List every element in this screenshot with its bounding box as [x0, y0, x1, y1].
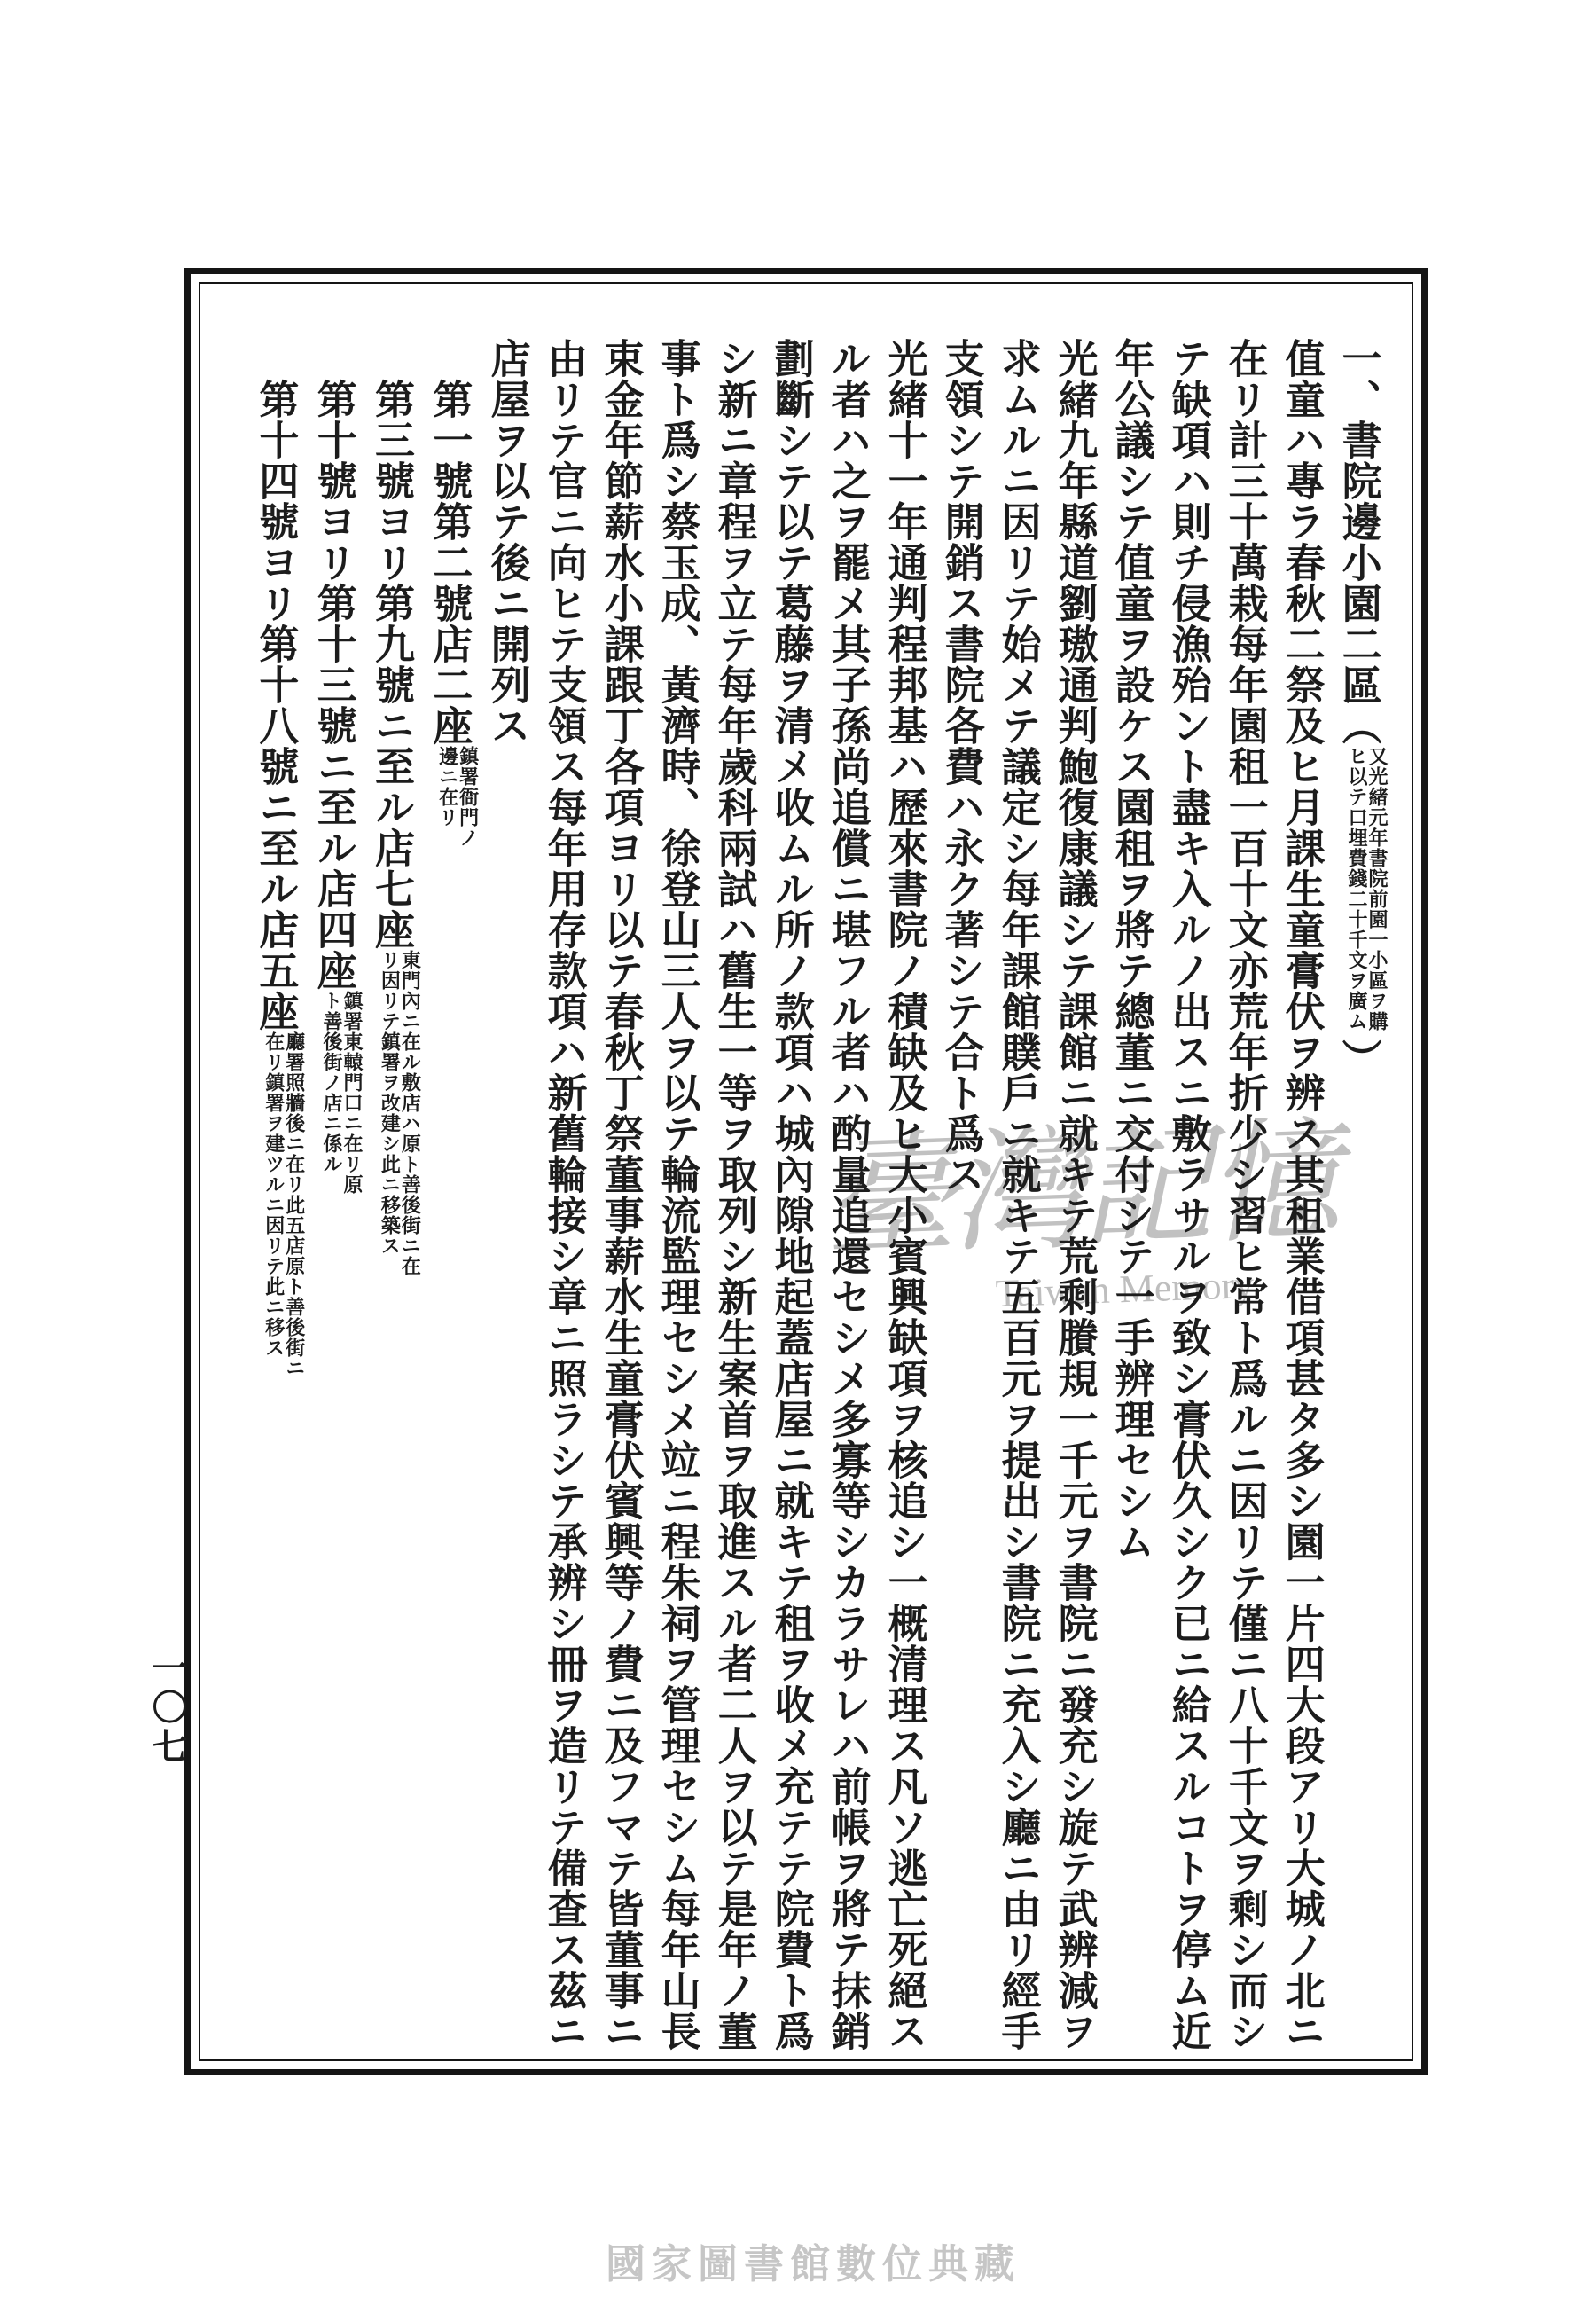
page-frame: [184, 268, 1428, 2075]
section-title-text: 一、書院邊小園二區: [1335, 338, 1381, 705]
shop-list-item-note: 東門內ニ在ル敷店ハ原ト善後街ニ在リ因リテ鎮署ヲ改建シ此ニ移築ス: [379, 950, 422, 1276]
shop-list-item-label: 第十號ヨリ第十三號ニ至ル店四座: [310, 379, 356, 991]
watermark-cjk-text: 臺灣記憶: [821, 1108, 1337, 1274]
shop-list-item: [420, 338, 478, 2053]
title-note-close-paren: ）: [1335, 1039, 1381, 1079]
shop-list-item: [363, 338, 420, 2053]
page-number: 一〇七: [147, 1650, 187, 1767]
paragraph-2: 光緒九年縣道劉璈通判鮑復康議シテ課館ニ就キテ荒剩賸規一千元ヲ書院ニ發充シ旋テ武辨減ヲ求ムルニ因リテ始メテ議定シ每年課館贌戶ニ就キテ五百元ヲ提出シ書院ニ充入シ廳ニ由リ經手支領シテ開銷ス書院各費ハ永ク著シテ合ト爲ス: [938, 338, 1097, 2051]
shop-list-item-note: 廳署照牆後ニ在リ此五店原ト善後街ニ在リ鎮署ヲ建ツルニ因リテ此ニ移ス: [262, 1031, 306, 1378]
paragraph-1: 值童ハ專ラ春秋二祭及ヒ月課生童膏伏ヲ辨ス其租業借項甚タ多シ園一片四大段アリ大城ノ北ニ在リ計三十萬栽每年園租一百十文亦荒年折少シ習ヒ常ト爲ルニ因リテ僅ニ八十千文ヲ剩シ而シテ缺項ハ則チ侵漁殆ント盡キ入ルノ出スニ敷ラサルヲ致シ膏伏久シク已ニ給スルコトヲ停ム近年公議シテ值童ヲ設ケス園租ヲ將テ總董ニ交付シテ一手辨理セシム: [1108, 338, 1324, 2051]
shop-list-item: [305, 338, 363, 2053]
shop-list-item-label: 第一號第二號店二座: [426, 379, 472, 746]
shop-list-item-note: 鎮署衙門ノ邊ニ在リ: [436, 746, 480, 848]
title-inline-note: 又光緒元年書院前園一小區ヲ購ヒ以テ口埋費錢二十千文ヲ廣ム: [1346, 746, 1389, 1031]
shop-list-item-label: 第三號ヨリ第九號ニ至ル店七座: [369, 379, 414, 950]
text-block: [246, 338, 1388, 2053]
shop-list-item-note: 鎮署東轅門口ニ在リ原ト善後街ノ店ニ係ル: [321, 991, 364, 1195]
title-note-open-paren: （: [1335, 705, 1381, 746]
shop-list-item: [246, 338, 304, 2053]
watermark-latin-text: Taiwan Memory: [995, 1262, 1255, 1316]
paragraph-3: 光緒十一年通判程邦基ハ歷來書院ノ積缺及ヒ大小賓興缺項ヲ核追シ一概清理ス凡ソ逃亡死絕スル者ハ之ヲ罷メ其子孫尚追償ニ堪フル者ハ酌量追還セシメ多寡等シカラサレハ前帳ヲ將テ抹銷劃斷シテ以テ葛藤ヲ清メ收ムル所ノ款項ハ城內隙地起蓋店屋ニ就キテ租ヲ收メ充テテ院費ト爲シ新ニ章程ヲ立テ每年歲科兩試ハ舊生一等ヲ取列シ新生案首ヲ取進スル者二人ヲ以テ是年ノ董事ト爲シ蔡玉成、黃濟時、徐登山三人ヲ以テ輪流監理セシメ竝ニ程朱祠ヲ管理セシム每年山長束金年節薪水小課跟丁各項ヨリ以テ春秋丁祭董事薪水生童膏伏賓興等ノ費ニ及フマテ皆董事ニ由リテ官ニ向ヒテ支領ス每年用存款項ハ新舊輪接シ章ニ照ラシテ承辨シ冊ヲ造リテ備查ス茲ニ店屋ヲ以テ後ニ開列ス: [484, 338, 927, 2051]
shop-list-item-label: 第十四號ヨリ第十八號ニ至ル店五座: [253, 379, 298, 1031]
footer-caption: 國家圖書館數位典藏: [606, 2242, 1021, 2286]
section-title: [1330, 338, 1388, 2053]
